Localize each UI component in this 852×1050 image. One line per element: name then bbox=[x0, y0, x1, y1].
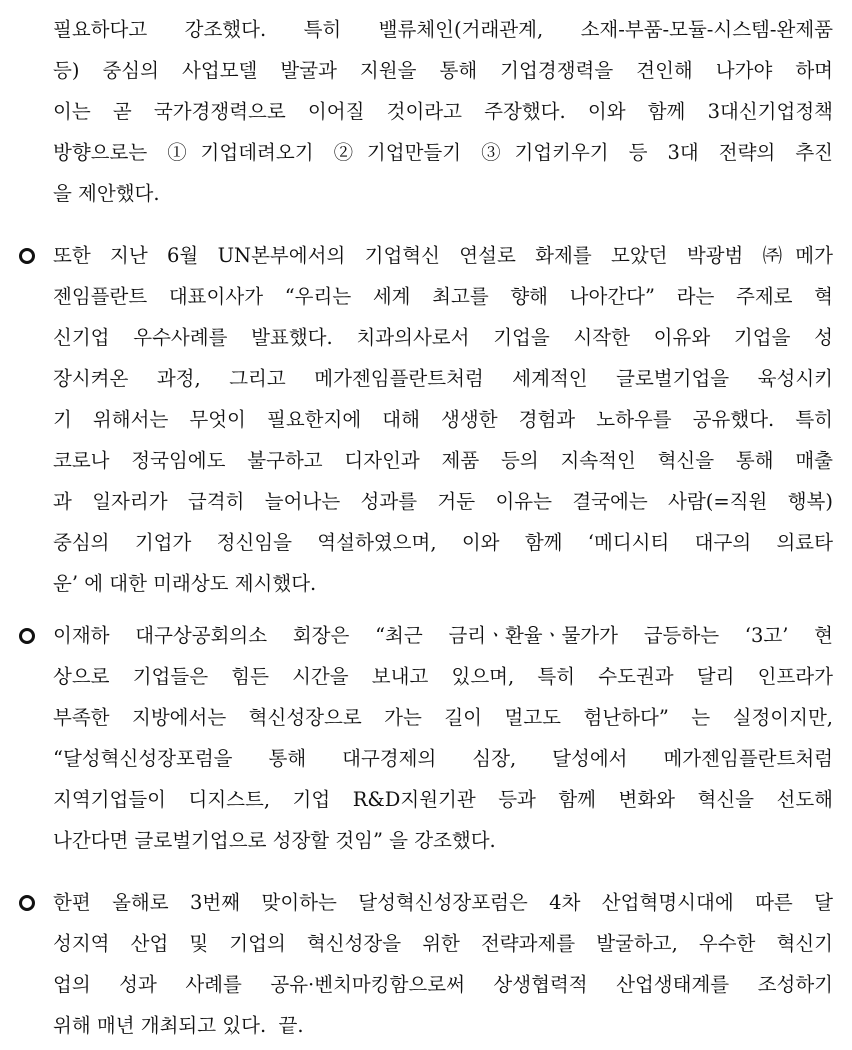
text-line: 신기업 우수사례를 발표했다. 치과의사로서 기업을 시작한 이유와 기업을 성 bbox=[53, 326, 833, 349]
text-line: 한편 올해로 3번째 맞이하는 달성혁신성장포럼은 4차 산업혁명시대에 따른 달 bbox=[53, 891, 833, 914]
text-line: 운’ 에 대한 미래상도 제시했다. bbox=[53, 572, 317, 595]
text-line: 장시켜온 과정, 그리고 메가젠임플란트처럼 세계적인 글로벌기업을 육성시키 bbox=[53, 367, 833, 390]
circle-bullet-icon bbox=[19, 895, 35, 911]
text-line: 지역기업들이 디지스트, 기업 R&D지원기관 등과 함께 변화와 혁신을 선도해 bbox=[53, 788, 833, 811]
text-line: 나간다면 글로벌기업으로 성장할 것임” 을 강조했다. bbox=[53, 829, 496, 852]
text-line: 필요하다고 강조했다. 특히 밸류체인(거래관계, 소재-부품-모듈-시스템-완제품 bbox=[53, 18, 833, 41]
text-line: 상으로 기업들은 힘든 시간을 보내고 있으며, 특히 수도권과 달리 인프라가 bbox=[53, 665, 833, 688]
circle-bullet-icon bbox=[19, 628, 35, 644]
text-line: 부족한 지방에서는 혁신성장으로 가는 길이 멀고도 험난하다” 는 실정이지만, bbox=[53, 706, 833, 729]
text-line: 기 위해서는 무엇이 필요한지에 대해 생생한 경험과 노하우를 공유했다. 특히 bbox=[53, 408, 833, 431]
circle-bullet-icon bbox=[19, 248, 35, 264]
text-line: 위해 매년 개최되고 있다. 끝. bbox=[53, 1014, 304, 1037]
text-line: 이는 곧 국가경쟁력으로 이어질 것이라고 주장했다. 이와 함께 3대신기업정책 bbox=[53, 100, 833, 123]
text-line: 방향으로는 ①기업데려오기 ②기업만들기 ③기업키우기 등 3대 전략의 추진 bbox=[53, 141, 833, 164]
text-line: 업의 성과 사례를 공유·벤치마킹함으로써 상생협력적 산업생태계를 조성하기 bbox=[53, 973, 833, 996]
text-line: 을 제안했다. bbox=[53, 182, 160, 205]
text-line: 과 일자리가 급격히 늘어나는 성과를 거둔 이유는 결국에는 사람(=직원 행복) bbox=[53, 490, 833, 513]
text-line: 젠임플란트 대표이사가 “우리는 세계 최고를 향해 나아간다” 라는 주제로 혁 bbox=[53, 285, 833, 308]
text-line: 코로나 정국임에도 불구하고 디자인과 제품 등의 지속적인 혁신을 통해 매출 bbox=[53, 449, 833, 472]
text-line: 성지역 산업 및 기업의 혁신성장을 위한 전략과제를 발굴하고, 우수한 혁신기 bbox=[53, 932, 833, 955]
text-line: 등) 중심의 사업모델 발굴과 지원을 통해 기업경쟁력을 견인해 나가야 하며 bbox=[53, 59, 833, 82]
text-line: “달성혁신성장포럼을 통해 대구경제의 심장, 달성에서 메가젠임플란트처럼 bbox=[53, 747, 833, 770]
text-line: 또한 지난 6월 UN본부에서의 기업혁신 연설로 화제를 모았던 박광범 ㈜메가 bbox=[53, 244, 833, 267]
text-line: 중심의 기업가 정신임을 역설하였으며, 이와 함께 ‘메디시티 대구의 의료타 bbox=[53, 531, 833, 554]
text-line: 이재하 대구상공회의소 회장은 “최근 금리ㆍ환율ㆍ물가가 급등하는 ‘3고’ 현 bbox=[53, 624, 833, 647]
